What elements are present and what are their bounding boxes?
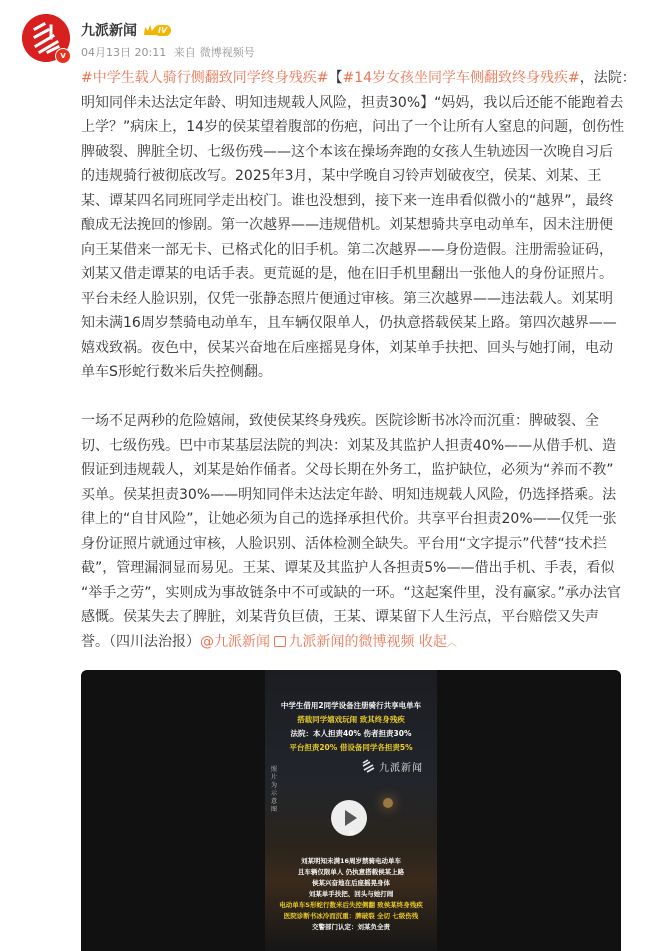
video-link[interactable] xyxy=(274,634,414,650)
text-line: 感慨。侯某失去了脾脏，刘某背负巨债，王某、谭某留下人生污点，平台赔偿又失声 xyxy=(81,609,599,625)
mention-link[interactable]: @九派新闻 xyxy=(200,633,270,650)
collapse-label: 收起 xyxy=(418,633,447,650)
text-line: 单车S形蛇行数米后失控侧翻。 xyxy=(81,364,272,380)
level-badge: IV xyxy=(154,25,171,36)
bracket: 【 xyxy=(328,70,343,86)
text-line: 平台未经人脸识别，仅凭一张静态照片便通过审核。第三次越界——违法载人。刘某明 xyxy=(81,290,613,307)
text-line: 向王某借来一部无卡、已格式化的旧手机。第二次越界——身份造假。注册需验证码， xyxy=(81,241,613,258)
post-meta xyxy=(81,44,259,60)
text-segment: ，法院： xyxy=(579,70,636,86)
text-line: 刘某又借走谭某的电话手表。更荒诞的是，他在旧手机里翻出一张他人的身份证照片。 xyxy=(81,266,613,282)
poster-logo xyxy=(361,756,431,776)
poster-title-line: 法院：本人担责40% 伤者担责30% xyxy=(290,729,412,738)
post-source[interactable]: 微博视频号 xyxy=(199,46,255,59)
text-line: 买单。侯某担责30%——明知同伴未达法定年龄、明知违规载人风险，仍选择搭乘。法 xyxy=(81,486,617,503)
text-line: 身份证照片就通过审核，人脸识别、活体检测全缺失。平台用“文字提示”代替“技术拦 xyxy=(81,535,607,552)
video-player[interactable] xyxy=(81,670,621,951)
text-line: 某、谭某四名同班同学走出校门。谁也没想到，接下来一连串看似微小的“越界”，最终 xyxy=(81,192,614,209)
author-line xyxy=(81,20,171,40)
text-line: 上学？”病床上，14岁的侯某望着腹部的伤疤，问出了一个让所有人窒息的问题，创伤性 xyxy=(81,119,625,135)
poster-caption-line: 电动单车S形蛇行数米后失控侧翻 致侯某终身残疾 xyxy=(279,901,423,909)
text-line: 一场不足两秒的危险嬉闹，致使侯某终身残疾。医院诊断书冰冷而沉重：脾破裂、全 xyxy=(81,413,599,429)
hashtag-link[interactable]: #14岁女孩坐同学车侧翻致终身残疾# xyxy=(342,70,580,86)
membership-badge[interactable] xyxy=(143,24,171,37)
text-line: 知未满16周岁禁骑电动单车，且车辆仅限单人，仍执意搭载侯某上路。第四次越界—— xyxy=(81,315,617,331)
text-line xyxy=(81,630,639,657)
text-line: 嬉戏致祸。夜色中，侯某兴奋地在后座摇晃身体，刘某单手扶把、回头与她打闹，电动 xyxy=(81,339,613,356)
video-link-label: 九派新闻的微博视频 xyxy=(288,633,415,650)
text-line: 律上的“自甘风险”，让她必须为自己的选择承担代价。共享平台担责20%——仅凭一张 xyxy=(81,511,617,527)
post-date[interactable]: 04月13日 20:11 xyxy=(81,46,167,59)
hashtag-link[interactable]: #中学生载人骑行侧翻致同学终身残疾# xyxy=(81,70,329,86)
jiupai-logo-icon xyxy=(361,759,375,773)
poster-caption-line: 刘某明知未满16周岁禁骑电动单车 xyxy=(300,857,402,865)
poster-side-text: 照片为示意图 xyxy=(271,766,278,813)
text-line: 脾破裂、脾脏全切、七级伤残——这个本该在操场奔跑的女孩人生轨迹因一次晚自习后 xyxy=(81,143,613,160)
text-line: 的违规骑行被彻底改写。2025年3月，某中学晚自习铃声划破夜空，侯某、刘某、王 xyxy=(81,168,602,184)
poster-title-line: 中学生借用2同学设备注册骑行共享电单车 xyxy=(280,701,422,710)
text-line xyxy=(81,66,639,91)
source-prefix: 来自 xyxy=(173,46,196,59)
poster-logo-text: 九派新闻 xyxy=(379,762,423,774)
chevron-up-icon: ︿ xyxy=(446,637,457,649)
video-link-icon xyxy=(274,636,286,647)
verified-badge-icon: v xyxy=(55,48,71,64)
poster-caption-line: 医院诊断书冰冷而沉重：脾破裂 全切 七级伤残 xyxy=(283,912,419,920)
text-line: 酿成无法挽回的惨剧。第一次越界——违规借机。刘某想骑共享电动单车，因未注册便 xyxy=(81,217,613,233)
poster-caption-line: 刘某单手扶把、回头与她打闹 xyxy=(308,890,394,898)
author-name[interactable]: 九派新闻 xyxy=(81,23,137,39)
text-line: 明知同伴未达法定年龄、明知违规载人风险，担责30%】“妈妈，我以后还能不能跑着去 xyxy=(81,94,624,111)
blank-line xyxy=(81,385,639,410)
text-segment: 誉。（四川法治报） xyxy=(81,633,200,650)
poster-caption-line: 且车辆仅限单人 仍执意搭载侯某上路 xyxy=(297,868,405,876)
poster-title-line: 搭载同学嬉戏玩闹 致其终身残疾 xyxy=(297,715,405,724)
collapse-button[interactable] xyxy=(419,634,457,650)
post-header xyxy=(22,14,632,66)
text-line: “举手之劳”，实则成为事故链条中不可或缺的一环。“这起案件里，没有赢家。”承办法官 xyxy=(81,584,622,601)
poster-caption-line: 侯某兴奋地在后座摇晃身体 xyxy=(312,879,390,887)
poster-caption-line: 交警部门认定：刘某负全责 xyxy=(312,923,390,931)
text-line: 假证到违规载人，刘某是始作俑者。父母长期在外务工，监护缺位，必须为“养而不教” xyxy=(81,462,614,478)
poster-title-line: 平台担责20% 借设备同学各担责5% xyxy=(289,743,413,752)
text-line: 截”，管理漏洞显而易见。王某、谭某及其监护人各担责5%——借出手机、手表，看似 xyxy=(81,560,615,576)
post-body xyxy=(81,66,639,656)
street-light xyxy=(383,798,393,808)
text-line: 切、七级伤残。巴中市某基层法院的判决：刘某及其监护人担责40%——从借手机、造 xyxy=(81,437,617,454)
play-icon[interactable] xyxy=(331,800,367,836)
